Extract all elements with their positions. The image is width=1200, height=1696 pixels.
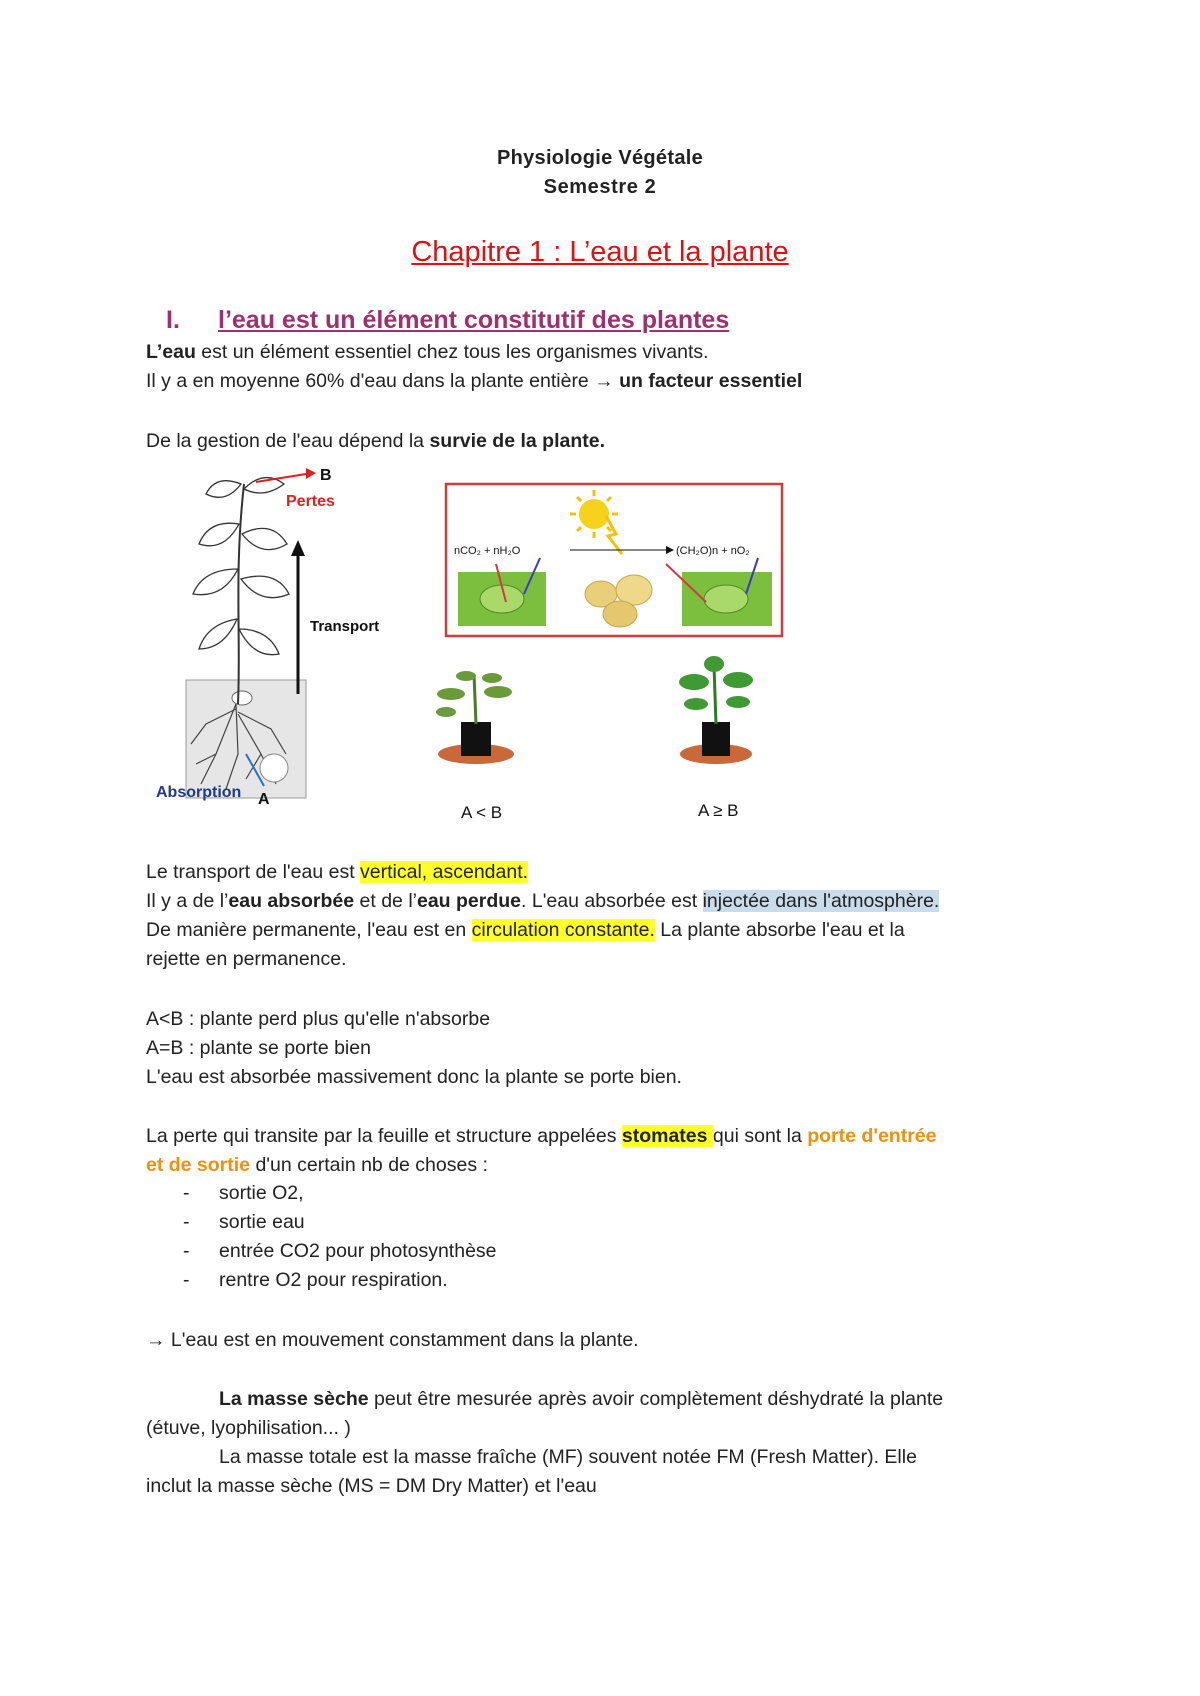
intro-text-1: est un élément essentiel chez tous les organismes vivants. bbox=[195, 341, 709, 363]
masse-line-2: (étuve, lyophilisation... ) bbox=[146, 1417, 351, 1439]
seed-circle bbox=[260, 754, 288, 782]
intro-bold-survie: survie de la plante. bbox=[429, 430, 606, 452]
masse-line-4: inclut la masse sèche (MS = DM Dry Matter) et l'eau bbox=[146, 1475, 597, 1497]
list-dash: - bbox=[183, 1240, 190, 1262]
highlight-vertical: vertical, ascendant. bbox=[360, 861, 529, 883]
case-massive: L'eau est absorbée massivement donc la plante se porte bien. bbox=[146, 1066, 682, 1088]
equation-left: nCO₂ + nH₂O bbox=[454, 545, 521, 557]
intro-line-3 bbox=[146, 429, 605, 453]
transport-line-1 bbox=[146, 860, 528, 884]
intro-text-2: Il y a en moyenne 60% d'eau dans la plante entière → bbox=[146, 370, 620, 392]
intro-line-1 bbox=[146, 340, 709, 364]
transport-text-3b: La plante absorbe l'eau et la bbox=[654, 919, 905, 941]
label-a: A bbox=[258, 791, 270, 808]
masse-text-1: peut être mesurée après avoir complètement déshydraté la plante bbox=[368, 1388, 944, 1410]
masse-line-1 bbox=[219, 1387, 943, 1411]
list-item bbox=[183, 1269, 448, 1292]
bold-masse-seche: La masse sèche bbox=[219, 1388, 369, 1410]
intro-text-3: De la gestion de l'eau dépend la bbox=[146, 430, 430, 452]
equation-arrowhead bbox=[666, 546, 674, 554]
transport-line-3 bbox=[146, 918, 905, 942]
stomates-text-2: d'un certain nb de choses : bbox=[250, 1154, 488, 1176]
label-absorption: Absorption bbox=[156, 784, 242, 801]
transport-text-2d: . L'eau absorbée est bbox=[521, 890, 703, 912]
stoma-right bbox=[704, 585, 748, 613]
masse-line-3: La masse totale est la masse fraîche (MF) souvent notée FM (Fresh Matter). Elle bbox=[219, 1446, 917, 1468]
equation-right: (CH₂O)n + nO₂ bbox=[676, 545, 750, 557]
list-item bbox=[183, 1240, 497, 1263]
highlight-stomates: stomates bbox=[621, 1125, 713, 1147]
semester-title: Semestre 2 bbox=[543, 176, 657, 198]
transport-line-4: rejette en permanence. bbox=[146, 948, 347, 970]
transport-text-1: Le transport de l'eau est bbox=[146, 861, 361, 883]
list-item bbox=[183, 1211, 305, 1234]
intro-line-2 bbox=[146, 369, 802, 393]
bold-eau-perdue: eau perdue bbox=[416, 890, 522, 912]
stomates-line-2 bbox=[146, 1153, 488, 1177]
case-a-equal-b: A=B : plante se porte bien bbox=[146, 1037, 371, 1059]
caption-left: A < B bbox=[461, 803, 503, 822]
highlight-injectee: injectée dans l'atmosphère. bbox=[702, 890, 940, 912]
orange-porte-entree: porte d'entrée bbox=[807, 1125, 937, 1147]
list-dash: - bbox=[183, 1211, 190, 1233]
seed-cotyledon bbox=[232, 691, 252, 705]
stomates-line-1 bbox=[146, 1124, 936, 1148]
bold-eau-absorbee: eau absorbée bbox=[228, 890, 355, 912]
list-item-text: entrée CO2 pour photosynthèse bbox=[219, 1240, 497, 1262]
section-number: I. bbox=[166, 306, 180, 334]
list-item-text: sortie O2, bbox=[219, 1182, 304, 1204]
orange-sortie: et de sortie bbox=[146, 1154, 251, 1176]
highlight-circulation: circulation constante. bbox=[471, 919, 655, 941]
intro-bold-facteur: un facteur essentiel bbox=[619, 370, 803, 392]
transport-arrowhead bbox=[291, 540, 305, 556]
transport-line-2 bbox=[146, 889, 939, 913]
section-title: l’eau est un élément constitutif des plantes bbox=[218, 306, 730, 334]
list-item-text: sortie eau bbox=[219, 1211, 305, 1233]
transport-text-2a: Il y a de l’ bbox=[146, 890, 229, 912]
list-dash: - bbox=[183, 1269, 190, 1291]
label-b: B bbox=[320, 467, 332, 484]
caption-right: A ≥ B bbox=[698, 801, 739, 820]
potatoes-image bbox=[585, 575, 652, 627]
conclusion-line: → L'eau est en mouvement constamment dans la plante. bbox=[146, 1329, 639, 1351]
section-heading bbox=[166, 306, 729, 335]
plant-wilting-image bbox=[436, 671, 514, 764]
list-item bbox=[183, 1182, 304, 1205]
b-arrowhead bbox=[306, 468, 316, 479]
plant-stem bbox=[238, 484, 244, 704]
list-dash: - bbox=[183, 1182, 190, 1204]
water-transport-figure bbox=[146, 454, 806, 854]
plant-healthy-image bbox=[679, 656, 753, 764]
sun-icon bbox=[570, 490, 622, 554]
stomates-text-1b: qui sont la bbox=[712, 1125, 808, 1147]
intro-bold-eau: L’eau bbox=[146, 341, 196, 363]
transport-text-2c: et de l’ bbox=[354, 890, 417, 912]
case-a-less-b: A<B : plante perd plus qu'elle n'absorbe bbox=[146, 1008, 491, 1030]
stomates-text-1a: La perte qui transite par la feuille et structure appelées bbox=[146, 1125, 622, 1147]
chapter-heading: Chapitre 1 : L’eau et la plante bbox=[411, 236, 789, 268]
list-item-text: rentre O2 pour respiration. bbox=[219, 1269, 448, 1291]
label-pertes: Pertes bbox=[286, 493, 335, 510]
course-title: Physiologie Végétale bbox=[496, 147, 704, 169]
transport-text-3a: De manière permanente, l'eau est en bbox=[146, 919, 472, 941]
label-transport: Transport bbox=[310, 618, 380, 635]
